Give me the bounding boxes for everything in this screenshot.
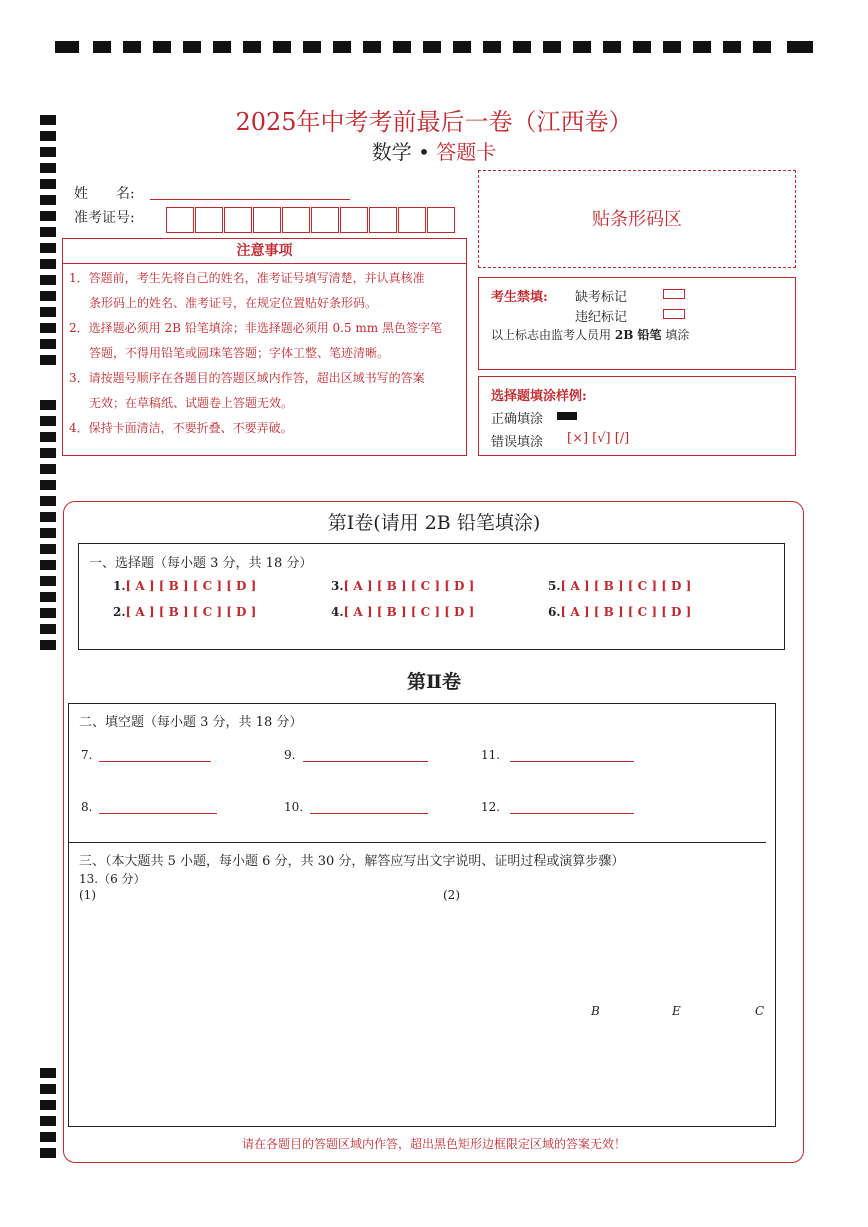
section3-title: 三、（本大题共 5 小题，每小题 6 分，共 30 分，解答应写出文字说明、证明过程或演算步骤） xyxy=(79,854,625,869)
q5-options[interactable] xyxy=(548,579,691,593)
q4-options[interactable] xyxy=(331,605,474,619)
section2-title: 二、填空题（每小题 3 分，共 18 分） xyxy=(79,715,303,730)
barcode-area xyxy=(478,170,796,268)
q4-choices[interactable]: [ A ] [ B ] [ C ] [ D ] xyxy=(343,605,475,619)
q1-options[interactable] xyxy=(113,579,256,593)
q3-choices[interactable]: [ A ] [ B ] [ C ] [ D ] xyxy=(343,579,475,593)
absent-label: 缺考标记 xyxy=(575,290,628,305)
note-line: 4．保持卡面清洁，不要折叠、不要弄破。 xyxy=(69,421,293,435)
q6-choices[interactable]: [ A ] [ B ] [ C ] [ D ] xyxy=(560,605,692,619)
q6-options[interactable] xyxy=(548,605,691,619)
part2-box xyxy=(68,703,776,1127)
figure-label-e: E xyxy=(672,1004,681,1018)
q2-options[interactable] xyxy=(113,605,256,619)
q3-number: 3. xyxy=(331,579,344,593)
q13-title: 13.（6 分） xyxy=(79,872,146,886)
correct-label: 正确填涂 xyxy=(491,412,544,427)
q6-number: 6. xyxy=(548,605,561,619)
sample-title: 选择题填涂样例: xyxy=(491,389,587,404)
note-line: 2．选择题必须用 2B 铅笔填涂；非选择题必须用 0.5 mm 黑色签字笔 xyxy=(69,321,443,335)
figure-label-b: B xyxy=(591,1004,600,1018)
subject: 数学 xyxy=(371,140,412,164)
forbidden-box xyxy=(478,277,796,370)
section-divider xyxy=(69,842,766,843)
blank8-number: 8. xyxy=(81,800,93,814)
notes-box xyxy=(62,264,467,456)
blank12-number: 12. xyxy=(481,800,501,814)
q4-number: 4. xyxy=(331,605,344,619)
exam-title: 2025年中考考前最后一卷（江西卷） xyxy=(235,108,633,136)
filled-mark-icon xyxy=(557,412,577,420)
violation-checkbox[interactable] xyxy=(663,309,685,319)
card-label: 答题卡 xyxy=(436,140,497,164)
note-line: 答题，不得用铅笔或圆珠笔答题；字体工整、笔迹清晰。 xyxy=(89,346,390,360)
name-label: 姓 名: xyxy=(74,186,135,202)
q13-part2: (2) xyxy=(443,888,460,902)
q2-choices[interactable]: [ A ] [ B ] [ C ] [ D ] xyxy=(125,605,257,619)
q5-choices[interactable]: [ A ] [ B ] [ C ] [ D ] xyxy=(560,579,692,593)
blank8-field[interactable] xyxy=(99,813,217,814)
blank7-field[interactable] xyxy=(99,761,211,762)
blank7-number: 7. xyxy=(81,748,93,762)
part1-title: 第Ⅰ卷(请用 2B 铅笔填涂) xyxy=(327,512,541,534)
wrong-marks: [×] [√] [/] xyxy=(567,431,630,446)
blank9-field[interactable] xyxy=(303,761,428,762)
note-line: 1．答题前，考生先将自己的姓名，准考证号填写清楚，并认真核准 xyxy=(69,271,425,285)
absent-checkbox[interactable] xyxy=(663,289,685,299)
wrong-label: 错误填涂 xyxy=(491,435,544,450)
note-bold: 2B 铅笔 xyxy=(614,328,662,342)
q1-number: 1. xyxy=(113,579,126,593)
q5-number: 5. xyxy=(548,579,561,593)
exam-subtitle xyxy=(0,136,868,165)
blank9-number: 9. xyxy=(284,748,296,762)
note-pre: 以上标志由监考人员用 xyxy=(491,328,612,342)
footer-warning: 请在各题目的答题区域内作答，超出黑色矩形边框限定区域的答案无效！ xyxy=(241,1137,626,1151)
q2-number: 2. xyxy=(113,605,126,619)
timing-marks-top xyxy=(55,41,813,55)
q1-choices[interactable]: [ A ] [ B ] [ C ] [ D ] xyxy=(125,579,257,593)
id-label: 准考证号: xyxy=(74,210,135,226)
choice-section xyxy=(78,543,785,650)
blank12-field[interactable] xyxy=(510,813,634,814)
notes-title: 注意事项 xyxy=(236,243,293,259)
blank11-field[interactable] xyxy=(510,761,634,762)
violation-label: 违纪标记 xyxy=(575,310,628,325)
forbidden-title: 考生禁填: xyxy=(491,290,548,305)
note-post: 填涂 xyxy=(665,328,690,342)
notes-title-box xyxy=(62,238,467,264)
section1-title: 一、选择题（每小题 3 分，共 18 分） xyxy=(89,556,313,571)
forbidden-note xyxy=(491,326,689,343)
part2-title: 第Ⅱ卷 xyxy=(406,671,461,693)
name-field[interactable] xyxy=(150,199,350,200)
figure-label-c: C xyxy=(755,1004,765,1018)
q3-options[interactable] xyxy=(331,579,474,593)
separator-dot: • xyxy=(418,140,430,164)
sample-box xyxy=(478,376,796,456)
blank10-field[interactable] xyxy=(310,813,428,814)
blank10-number: 10. xyxy=(284,800,304,814)
blank11-number: 11. xyxy=(481,748,501,762)
barcode-label: 贴条形码区 xyxy=(592,209,682,230)
note-line: 3．请按题号顺序在各题目的答题区域内作答，超出区域书写的答案 xyxy=(69,371,425,385)
note-line: 无效；在草稿纸、试题卷上答题无效。 xyxy=(89,396,294,410)
q13-part1: (1) xyxy=(79,888,96,902)
note-line: 条形码上的姓名、准考证号，在规定位置贴好条形码。 xyxy=(89,296,378,310)
